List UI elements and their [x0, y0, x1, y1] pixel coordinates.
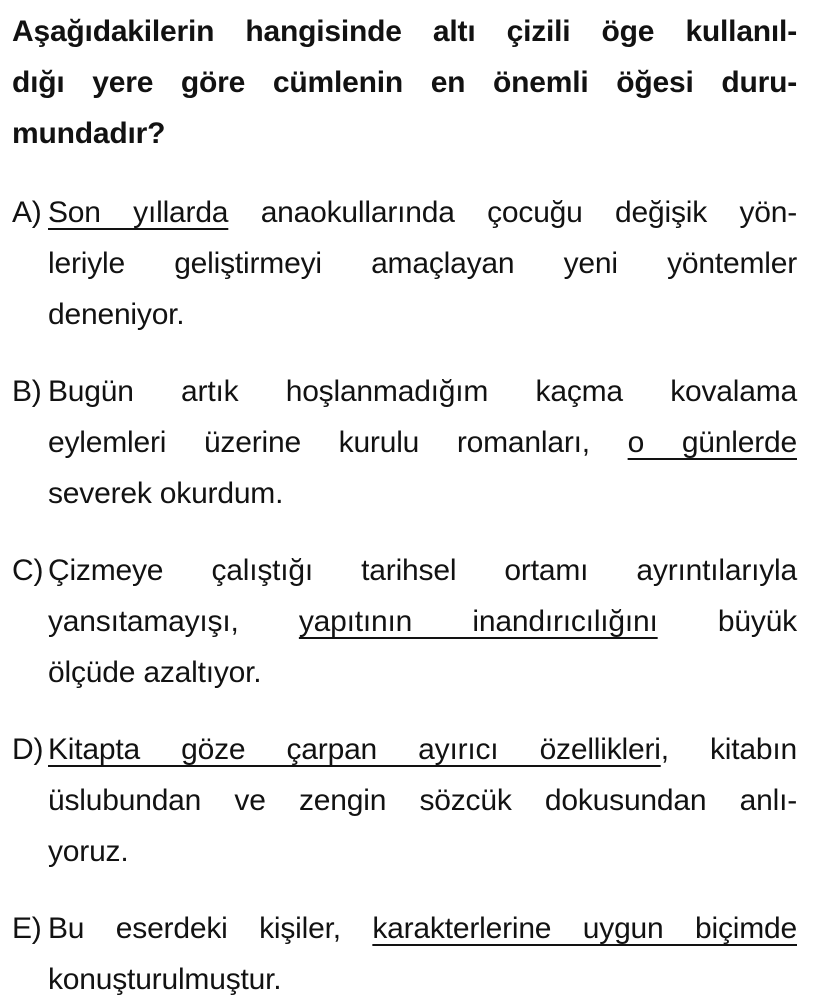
option-text-line: [48, 903, 797, 954]
option-text: [48, 903, 797, 1005]
question-line: dığı yere göre cümlenin en önemli öğesi duru-: [12, 66, 797, 99]
option-d: [12, 724, 797, 877]
underlined-phrase: Son yıllarda: [48, 196, 229, 229]
option-segment: deneniyor.: [48, 298, 185, 331]
underlined-phrase: karakterlerine uygun biçimde: [372, 912, 797, 945]
option-letter: B): [12, 375, 42, 408]
option-segment: eylemleri üzerine kurulu romanları,: [48, 426, 628, 459]
option-segment: Çizmeye çalıştığı tarihsel ortamı ayrıntılarıyla: [48, 554, 797, 587]
option-text-line: [48, 289, 797, 340]
question-line: mundadır?: [12, 117, 166, 150]
option-segment: büyük: [657, 605, 797, 638]
option-e: [12, 903, 797, 1005]
option-segment: üslubundan ve zengin sözcük dokusundan anlı-: [48, 784, 797, 817]
option-b: [12, 366, 797, 519]
option-letter: E): [12, 912, 42, 945]
option-c: [12, 545, 797, 698]
option-text-line: [48, 647, 797, 698]
option-text-line: [48, 468, 797, 519]
option-segment: yansıtamayışı,: [48, 605, 299, 638]
option-segment: , kitabın: [660, 733, 797, 766]
option-segment: ölçüde azaltıyor.: [48, 656, 262, 689]
option-text-line: [48, 366, 797, 417]
option-segment: Bu eserdeki kişiler,: [48, 912, 373, 945]
underlined-phrase: yapıtının inandırıcılığını: [298, 605, 658, 638]
option-text-line: [48, 187, 797, 238]
option-text-line: [48, 826, 797, 877]
option-text-line: [48, 775, 797, 826]
option-segment: yoruz.: [48, 835, 129, 868]
option-segment: anaokullarında çocuğu değişik yön-: [228, 196, 797, 229]
question-line: Aşağıdakilerin hangisinde altı çizili öge kullanıl-: [12, 15, 797, 48]
option-segment: konuşturulmuştur.: [48, 963, 282, 996]
option-text: [48, 545, 797, 698]
option-segment: severek okurdum.: [48, 477, 284, 510]
question-stem: [12, 6, 797, 159]
option-letter: A): [12, 196, 42, 229]
option-text: [48, 187, 797, 340]
option-segment: Bugün artık hoşlanmadığım kaçma kovalama: [48, 375, 797, 408]
option-text: [48, 724, 797, 877]
option-letter: D): [12, 733, 44, 766]
option-text-line: [48, 724, 797, 775]
option-text-line: [48, 238, 797, 289]
option-a: [12, 187, 797, 340]
underlined-phrase: o günlerde: [627, 426, 797, 459]
option-text-line: [48, 417, 797, 468]
option-text: [48, 366, 797, 519]
option-text-line: [48, 954, 797, 1005]
option-text-line: [48, 596, 797, 647]
option-segment: leriyle geliştirmeyi amaçlayan yeni yöntemler: [48, 247, 797, 280]
underlined-phrase: Kitapta göze çarpan ayırıcı özellikleri: [48, 733, 661, 766]
option-text-line: [48, 545, 797, 596]
option-letter: C): [12, 554, 44, 587]
